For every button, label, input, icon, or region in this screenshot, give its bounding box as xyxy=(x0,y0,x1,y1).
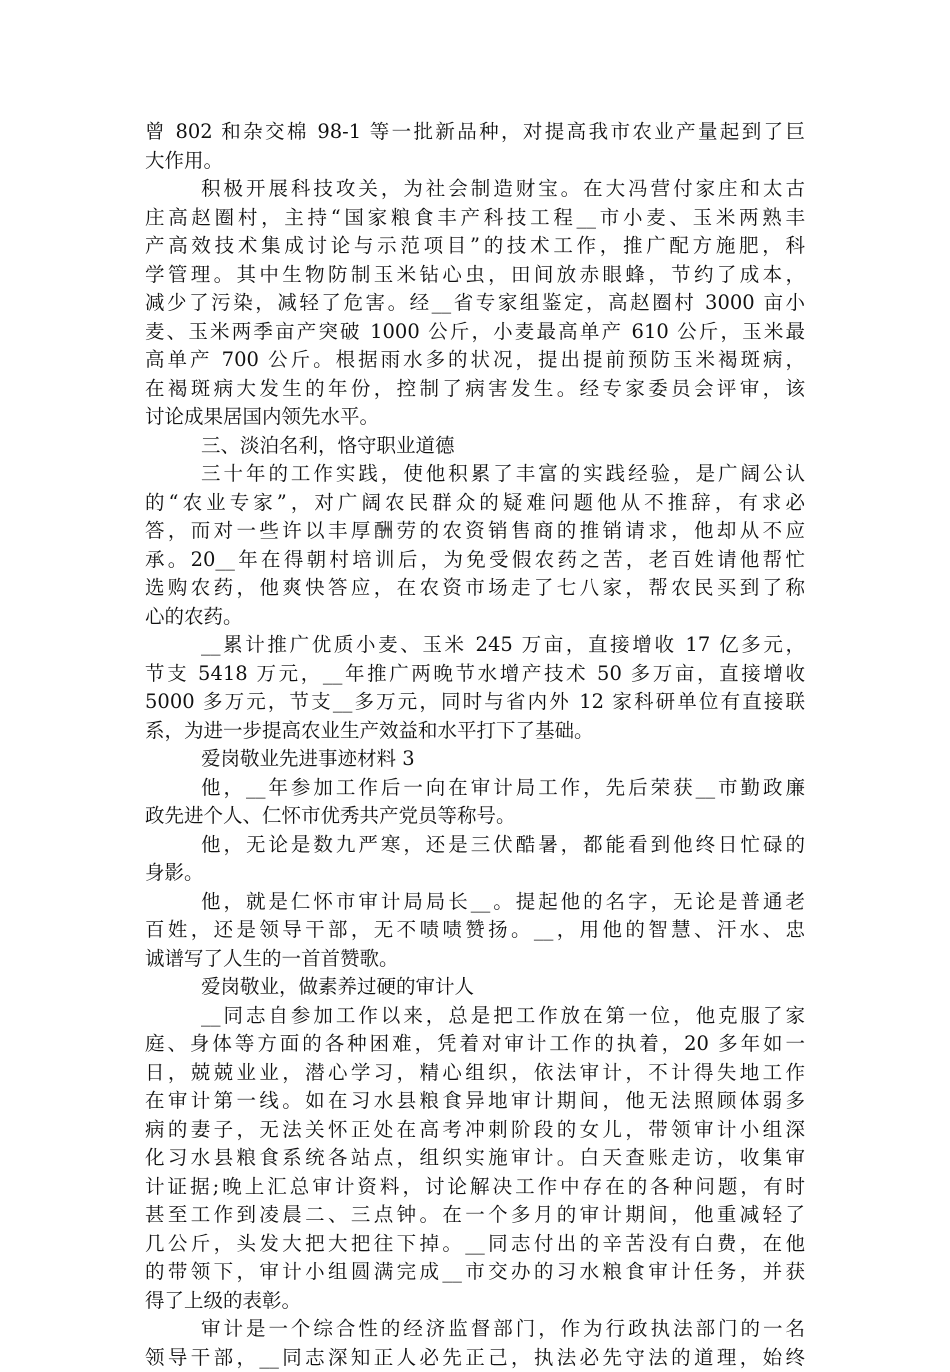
text-line: 大作用。 xyxy=(145,147,805,176)
text-line: 审计是一个综合性的经济监督部门，作为行政执法部门的一名 xyxy=(145,1315,805,1344)
text-line: 三、淡泊名利，恪守职业道德 xyxy=(145,432,805,461)
text-line: 麦、玉米两季亩产突破 1000 公斤，小麦最高单产 610 公斤，玉米最 xyxy=(145,318,805,347)
text-line: 产高效技术集成讨论与示范项目”的技术工作，推广配方施肥，科 xyxy=(145,232,805,261)
text-line: 三十年的工作实践，使他积累了丰富的实践经验，是广阔公认 xyxy=(145,460,805,489)
text-line: 在审计第一线。如在习水县粮食异地审计期间，他无法照顾体弱多 xyxy=(145,1087,805,1116)
text-line: 几公斤，头发大把大把往下掉。__同志付出的辛苦没有白费，在他 xyxy=(145,1230,805,1259)
text-line: 爱岗敬业，做素养过硬的审计人 xyxy=(145,973,805,1002)
text-line: 领导干部，__同志深知正人必先正己，执法必先守法的道理，始终 xyxy=(145,1344,805,1372)
text-line: 百姓，还是领导干部，无不啧啧赞扬。__，用他的智慧、汗水、忠 xyxy=(145,916,805,945)
text-line: 得了上级的表彰。 xyxy=(145,1287,805,1316)
text-line: 的“农业专家”，对广阔农民群众的疑难问题他从不推辞，有求必 xyxy=(145,489,805,518)
text-line: 他，就是仁怀市审计局局长__。提起他的名字，无论是普通老 xyxy=(145,888,805,917)
text-line: 病的妻子，无法关怀正处在高考冲刺阶段的女儿，带领审计小组深 xyxy=(145,1116,805,1145)
text-line: 诚谱写了人生的一首首赞歌。 xyxy=(145,945,805,974)
text-line: 高单产 700 公斤。根据雨水多的状况，提出提前预防玉米褐斑病， xyxy=(145,346,805,375)
text-line: 爱岗敬业先进事迹材料 3 xyxy=(145,745,805,774)
text-line: 积极开展科技攻关，为社会制造财宝。在大冯营付家庄和太古 xyxy=(145,175,805,204)
text-line: 曾 802 和杂交棉 98-1 等一批新品种，对提高我市农业产量起到了巨 xyxy=(145,118,805,147)
text-line: 节支 5418 万元，__年推广两晚节水增产技术 50 多万亩，直接增收 xyxy=(145,660,805,689)
text-line: 答，而对一些许以丰厚酬劳的农资销售商的推销请求，他却从不应 xyxy=(145,517,805,546)
text-line: __同志自参加工作以来，总是把工作放在第一位，他克服了家 xyxy=(145,1002,805,1031)
text-line: 学管理。其中生物防制玉米钻心虫，田间放赤眼蜂，节约了成本， xyxy=(145,261,805,290)
text-line: 讨论成果居国内领先水平。 xyxy=(145,403,805,432)
text-line: 甚至工作到凌晨二、三点钟。在一个多月的审计期间，他重减轻了 xyxy=(145,1201,805,1230)
text-line: 日，兢兢业业，潜心学习，精心组织，依法审计，不计得失地工作 xyxy=(145,1059,805,1088)
text-line: 5000 多万元，节支__多万元，同时与省内外 12 家科研单位有直接联 xyxy=(145,688,805,717)
text-line: 化习水县粮食系统各站点，组织实施审计。白天查账走访，收集审 xyxy=(145,1144,805,1173)
text-line: 庭、身体等方面的各种困难，凭着对审计工作的执着，20 多年如一 xyxy=(145,1030,805,1059)
text-line: 计证据;晚上汇总审计资料，讨论解决工作中存在的各种问题，有时 xyxy=(145,1173,805,1202)
text-line: 他，无论是数九严寒，还是三伏酷暑，都能看到他终日忙碌的 xyxy=(145,831,805,860)
text-line: 身影。 xyxy=(145,859,805,888)
text-line: 心的农药。 xyxy=(145,603,805,632)
text-line: 政先进个人、仁怀市优秀共产党员等称号。 xyxy=(145,802,805,831)
text-line: 减少了污染，减轻了危害。经__省专家组鉴定，高赵圈村 3000 亩小 xyxy=(145,289,805,318)
text-line: 选购农药，他爽快答应，在农资市场走了七八家，帮农民买到了称 xyxy=(145,574,805,603)
text-line: 他，__年参加工作后一向在审计局工作，先后荣获__市勤政廉 xyxy=(145,774,805,803)
document-body xyxy=(145,118,805,1372)
text-line: 在褐斑病大发生的年份，控制了病害发生。经专家委员会评审，该 xyxy=(145,375,805,404)
text-line: 的带领下，审计小组圆满完成__市交办的习水粮食审计任务，并获 xyxy=(145,1258,805,1287)
text-line: 庄高赵圈村，主持“国家粮食丰产科技工程__市小麦、玉米两熟丰 xyxy=(145,204,805,233)
text-line: 承。20__年在得朝村培训后，为免受假农药之苦，老百姓请他帮忙 xyxy=(145,546,805,575)
text-line: 系，为进一步提高农业生产效益和水平打下了基础。 xyxy=(145,717,805,746)
text-line: __累计推广优质小麦、玉米 245 万亩，直接增收 17 亿多元， xyxy=(145,631,805,660)
